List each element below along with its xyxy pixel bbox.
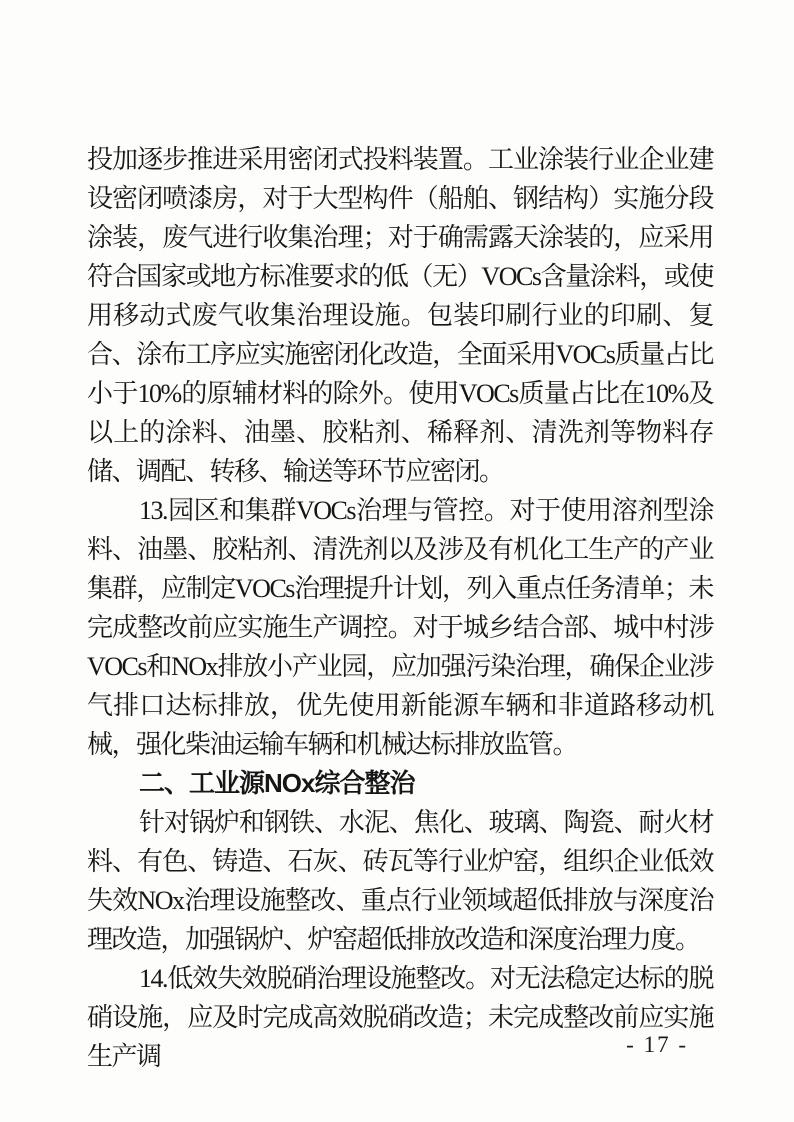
paragraph-nox-intro: 针对锅炉和钢铁、水泥、焦化、玻璃、陶瓷、耐火材料、有色、铸造、石灰、砖瓦等行业炉窑，组织企业低效失效NOx治理设施整改、重点行业领域超低排放与深度治理改造，加强锅炉、炉窑超低排放改造和深度治理力度。 — [87, 808, 713, 954]
document-content — [87, 140, 713, 1076]
page-number: - 17 - — [626, 1032, 688, 1057]
paragraph-vocs-continuation: 投加逐步推进采用密闭式投料装置。工业涂装行业企业建设密闭喷漆房，对于大型构件（船舶、钢结构）实施分段涂装，废气进行收集治理；对于确需露天涂装的，应采用符合国家或地方标准要求的低（无）VOCs含量涂料，或使用移动式废气收集治理设施。包装印刷行业的印刷、复合、涂布工序应实施密闭化改造，全面采用VOCs质量占比小于10%的原辅材料的除外。使用VOCs质量占比在10%及以上的涂料、油墨、胶粘剂、稀释剂、清洗剂等物料存储、调配、转移、输送等环节应密闭。 — [87, 145, 713, 486]
paragraph-item-14-denitration: 14.低效失效脱硝治理设施整改。对无法稳定达标的脱硝设施，应及时完成高效脱硝改造；未完成整改前应实施生产调 — [87, 964, 713, 1071]
section-heading-industrial-nox: 二、工业源NOx综合整治 — [139, 768, 415, 798]
paragraph-item-13-vocs-parks: 13.园区和集群VOCs治理与管控。对于使用溶剂型涂料、油墨、胶粘剂、清洗剂以及涉及有机化工生产的产业集群，应制定VOCs治理提升计划，列入重点任务清单；未完成整改前应实施生产调控。对于城乡结合部、城中村涉VOCs和NOx排放小产业园，应加强污染治理，确保企业涉气排口达标排放，优先使用新能源车辆和非道路移动机械，强化柴油运输车辆和机械达标排放监管。 — [87, 496, 713, 759]
